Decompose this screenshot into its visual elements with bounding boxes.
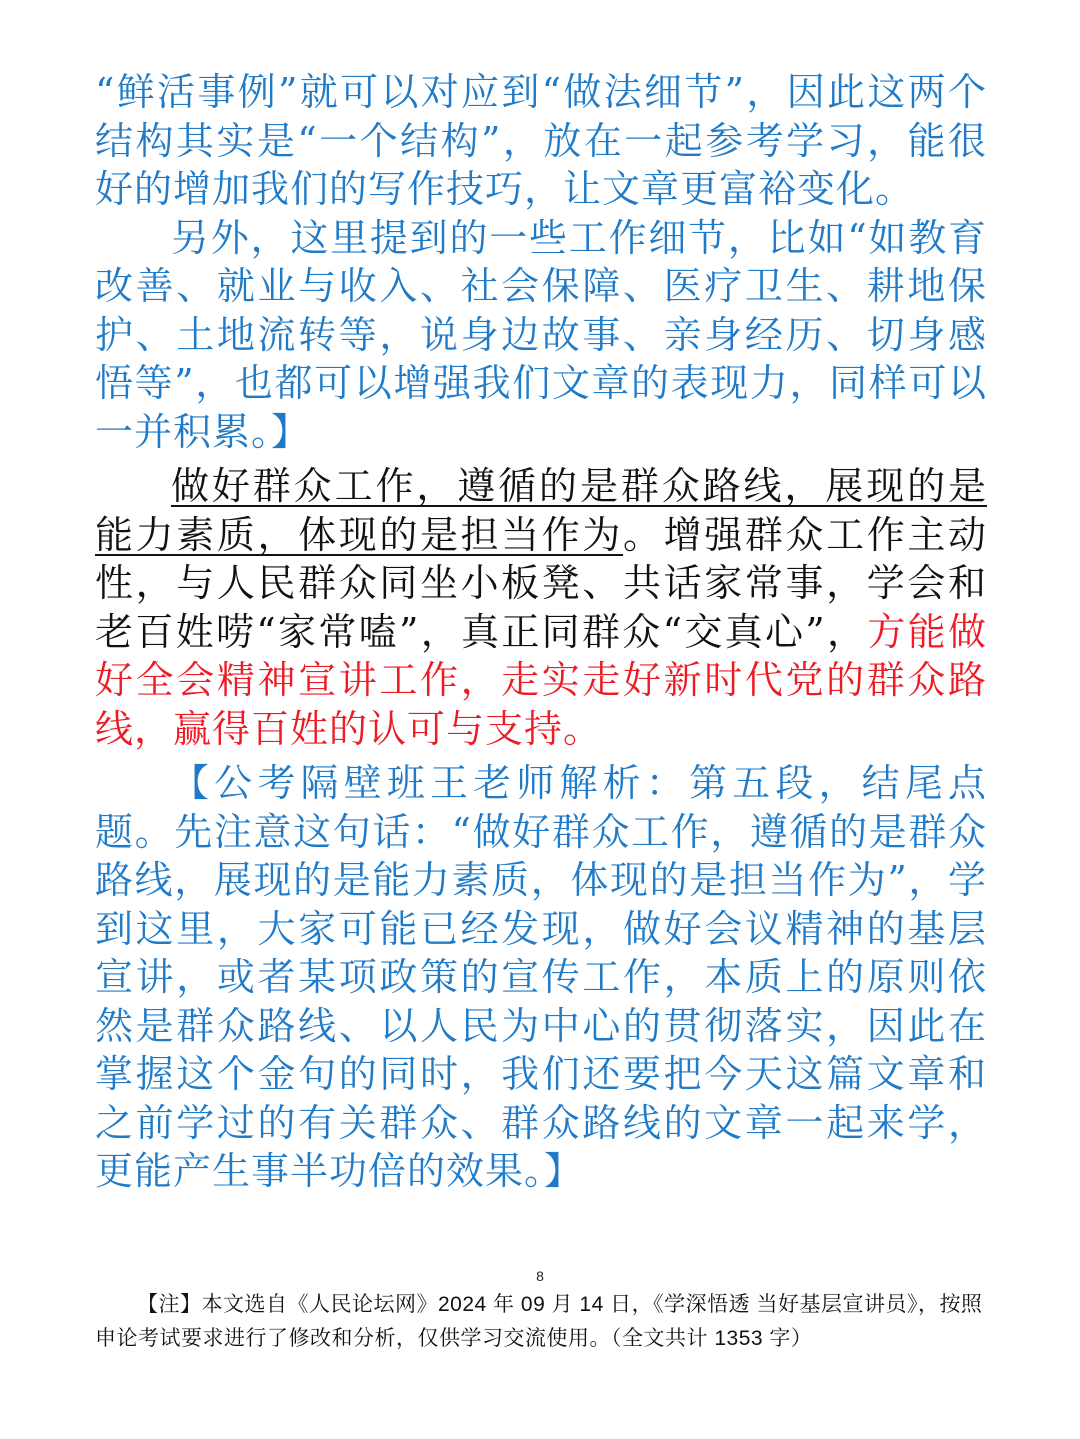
document-body — [95, 68, 987, 1196]
paragraph-mass-work — [95, 462, 987, 753]
page-number: 8 — [536, 1268, 544, 1284]
paragraph-teacher-analysis: 【公考隔壁班王老师解析：第五段，结尾点题。先注意这句话：“做好群众工作，遵循的是群众路线，展现的是能力素质，体现的是担当作为”，学到这里，大家可能已经发现，做好会议精神的基层宣讲，或者某项政策的宣传工作，本质上的原则依然是群众路线、以人民为中心的贯彻落实，因此在掌握这个金句的同时，我们还要把今天这篇文章和之前学过的有关群众、群众路线的文章一起来学，更能产生事半功倍的效果。】 — [95, 761, 987, 1193]
paragraph-work-details: 另外，这里提到的一些工作细节，比如“如教育改善、就业与收入、社会保障、医疗卫生、耕地保护、土地流转等，说身边故事、亲身经历、切身感悟等”，也都可以增强我们文章的表现力，同样可以一并积累。】 — [95, 215, 987, 454]
paragraph-mass-work-text: 。增强群众工作主动性，与人民群众同坐小板凳、共话家常事，学会和老百姓唠“家常嗑”，真正同群众“交真心”， — [95, 512, 987, 654]
key-sentence-underlined: 做好群众工作，遵循的是群众路线，展现的是能力素质，体现的是担当作为 — [95, 464, 987, 557]
highlight-sentence-red: 方能做好全会精神宣讲工作，走实走好新时代党的群众路线，赢得百姓的认可与支持。 — [95, 609, 987, 751]
paragraph-analysis-continued: “鲜活事例”就可以对应到“做法细节”，因此这两个结构其实是“一个结构”，放在一起参考学习，能很好的增加我们的写作技巧，让文章更富裕变化。 — [95, 70, 987, 211]
footnote: 【注】本文选自《人民论坛网》2024 年 09 月 14 日，《学深悟透 当好基层宣讲员》，按照申论考试要求进行了修改和分析，仅供学习交流使用。（全文共计 1353 字） — [95, 1293, 983, 1350]
